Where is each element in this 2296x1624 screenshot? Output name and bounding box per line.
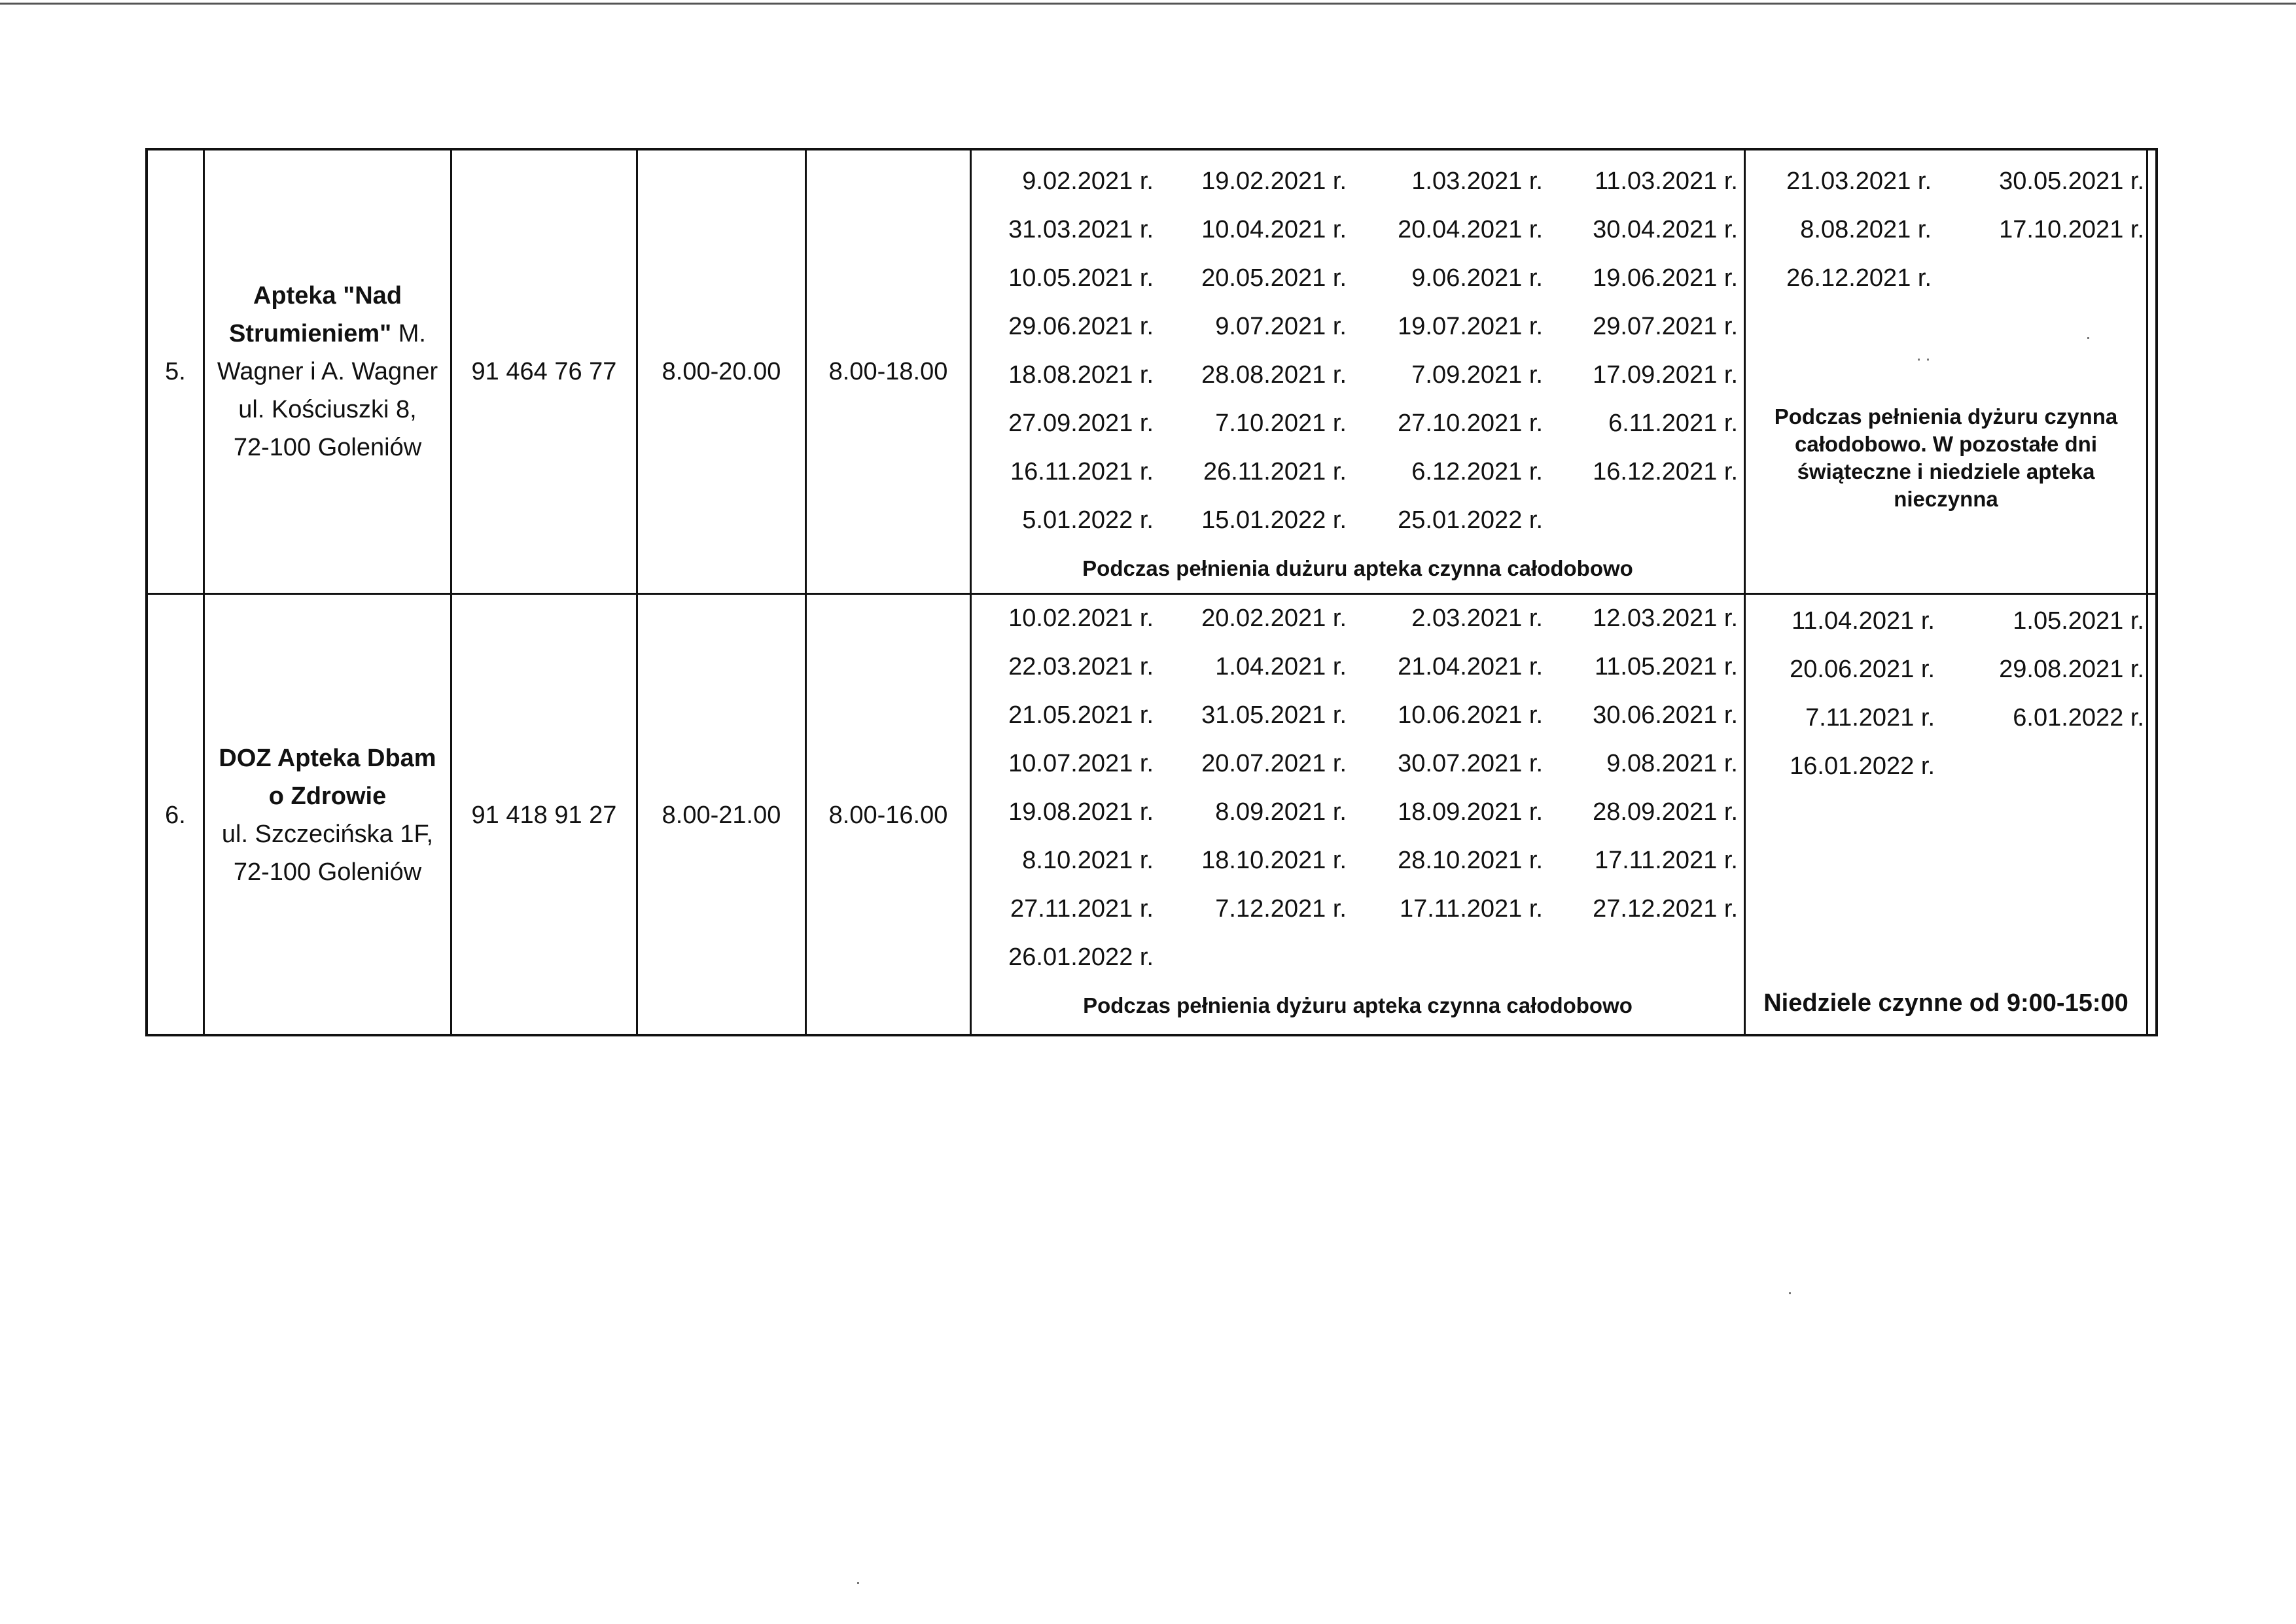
holiday-date: 26.12.2021 r. [1786,264,1932,292]
scan-speck [1918,359,1920,361]
duty-date: 28.09.2021 r. [1593,798,1738,826]
duty-date: 10.05.2021 r. [1008,264,1154,292]
duty-date: 28.08.2021 r. [1201,361,1347,389]
duty-date: 12.03.2021 r. [1593,605,1738,632]
duty-date: 10.04.2021 r. [1201,216,1347,243]
duty-date: 20.04.2021 r. [1398,216,1543,243]
duty-date: 19.06.2021 r. [1593,264,1738,292]
duty-date: 29.07.2021 r. [1593,313,1738,340]
holiday-date: 29.08.2021 r. [1999,656,2144,683]
pharmacy-address-line: 72-100 Goleniów [233,858,422,886]
duty-date: 31.03.2021 r. [1008,216,1154,243]
duty-date: 18.10.2021 r. [1201,847,1347,874]
top-border-rule [0,3,2296,5]
holiday-note-line: Podczas pełnienia dyżuru czynna [1774,404,2118,429]
duty-date: 29.06.2021 r. [1008,313,1154,340]
duty-date: 2.03.2021 r. [1411,605,1543,632]
holiday-date: 1.05.2021 r. [2013,607,2144,635]
row-5-phone: 91 464 76 77 [471,358,617,385]
duty-date: 18.08.2021 r. [1008,361,1154,389]
row-5-number: 5. [165,358,186,385]
scan-speck [2087,337,2089,339]
duty-date: 21.05.2021 r. [1008,701,1154,729]
duty-date: 8.09.2021 r. [1215,798,1347,826]
duty-date: 1.03.2021 r. [1411,168,1543,195]
pharmacy-name-line: Strumieniem" M. [229,320,426,347]
holiday-date: 7.11.2021 r. [1805,704,1935,732]
holiday-date: 6.01.2022 r. [2013,704,2144,732]
duty-date: 30.07.2021 r. [1398,750,1543,777]
duty-date: 22.03.2021 r. [1008,653,1154,680]
pharmacy-address-line: ul. Kościuszki 8, [238,396,417,423]
duty-date: 7.12.2021 r. [1215,895,1347,923]
duty-date: 26.11.2021 r. [1203,458,1347,485]
duty-date: 20.07.2021 r. [1201,750,1347,777]
row-6-pharmacy [205,595,450,1035]
duty-date: 17.09.2021 r. [1593,361,1738,389]
duty-date: 10.02.2021 r. [1008,605,1154,632]
row-5-duty-note: Podczas pełnienia dużuru apteka czynna całodobowo [1082,556,1633,580]
pharmacy-name-line: DOZ Apteka Dbam [219,744,436,772]
duty-date: 7.10.2021 r. [1215,410,1347,437]
duty-date: 27.10.2021 r. [1398,410,1543,437]
row-6-hours-weekday: 8.00-21.00 [662,801,781,829]
duty-date: 6.11.2021 r. [1608,410,1738,437]
duty-date: 19.08.2021 r. [1008,798,1154,826]
duty-date: 9.08.2021 r. [1606,750,1738,777]
duty-date: 6.12.2021 r. [1411,458,1543,485]
row-5-pharmacy [205,150,450,593]
holiday-date: 20.06.2021 r. [1790,656,1935,683]
duty-date: 17.11.2021 r. [1399,895,1543,923]
duty-date: 27.11.2021 r. [1010,895,1154,923]
duty-date: 16.11.2021 r. [1010,458,1154,485]
pharmacy-address-line: 72-100 Goleniów [233,434,422,461]
row-5-hours-weekday: 8.00-20.00 [662,358,781,385]
holiday-date: 11.04.2021 r. [1791,607,1935,635]
row-6-duty-note: Podczas pełnienia dyżuru apteka czynna całodobowo [1083,993,1633,1017]
duty-date: 19.02.2021 r. [1201,168,1347,195]
duty-date: 30.06.2021 r. [1593,701,1738,729]
scan-speck [857,1582,859,1584]
holiday-date: 8.08.2021 r. [1800,216,1932,243]
duty-date: 15.01.2022 r. [1201,506,1347,534]
pharmacy-name-line: Apteka "Nad [253,282,402,309]
holiday-note-line: całodobowo. W pozostałe dni [1795,432,2097,456]
duty-date: 21.04.2021 r. [1398,653,1543,680]
duty-date: 9.07.2021 r. [1215,313,1347,340]
duty-date: 30.04.2021 r. [1593,216,1738,243]
row-6-phone: 91 418 91 27 [471,801,617,829]
scan-speck [1789,1292,1791,1294]
duty-date: 27.12.2021 r. [1593,895,1738,923]
duty-date: 27.09.2021 r. [1008,410,1154,437]
row-5-hours-saturday: 8.00-18.00 [828,358,948,385]
duty-date: 20.05.2021 r. [1201,264,1347,292]
pharmacy-address-line: ul. Szczecińska 1F, [221,820,434,848]
row-6-holiday-note [1746,989,2146,1017]
duty-date: 19.07.2021 r. [1398,313,1543,340]
duty-date: 10.06.2021 r. [1398,701,1543,729]
duty-date: 9.06.2021 r. [1411,264,1543,292]
duty-date: 31.05.2021 r. [1201,701,1347,729]
duty-date: 25.01.2022 r. [1398,506,1543,534]
duty-date: 26.01.2022 r. [1008,944,1154,971]
duty-date: 7.09.2021 r. [1411,361,1543,389]
pharmacy-name-line: o Zdrowie [268,782,387,810]
holiday-date: 30.05.2021 r. [1999,168,2144,195]
holiday-date: 21.03.2021 r. [1786,168,1932,195]
pharmacy-owner: Wagner i A. Wagner [217,358,438,385]
duty-date: 8.10.2021 r. [1022,847,1154,874]
duty-date: 28.10.2021 r. [1398,847,1543,874]
duty-date: 1.04.2021 r. [1215,653,1347,680]
duty-date: 11.05.2021 r. [1594,653,1738,680]
row-6-number: 6. [165,801,186,829]
duty-date: 9.02.2021 r. [1022,168,1154,195]
duty-date: 11.03.2021 r. [1594,168,1738,195]
duty-date: 20.02.2021 r. [1201,605,1347,632]
duty-date: 17.11.2021 r. [1594,847,1738,874]
holiday-note-line: świąteczne i niedziele apteka [1797,459,2095,484]
holiday-date: 17.10.2021 r. [1999,216,2144,243]
duty-date: 16.12.2021 r. [1593,458,1738,485]
row-5-holiday-note [1746,403,2146,513]
duty-date: 18.09.2021 r. [1398,798,1543,826]
holiday-date: 16.01.2022 r. [1790,752,1935,780]
holiday-note-line: Niedziele czynne od 9:00-15:00 [1763,989,2128,1017]
duty-date: 10.07.2021 r. [1008,750,1154,777]
duty-date: 5.01.2022 r. [1022,506,1154,534]
holiday-note-line: nieczynna [1894,487,1998,511]
row-6-hours-saturday: 8.00-16.00 [828,801,948,829]
scan-speck [1927,359,1929,361]
